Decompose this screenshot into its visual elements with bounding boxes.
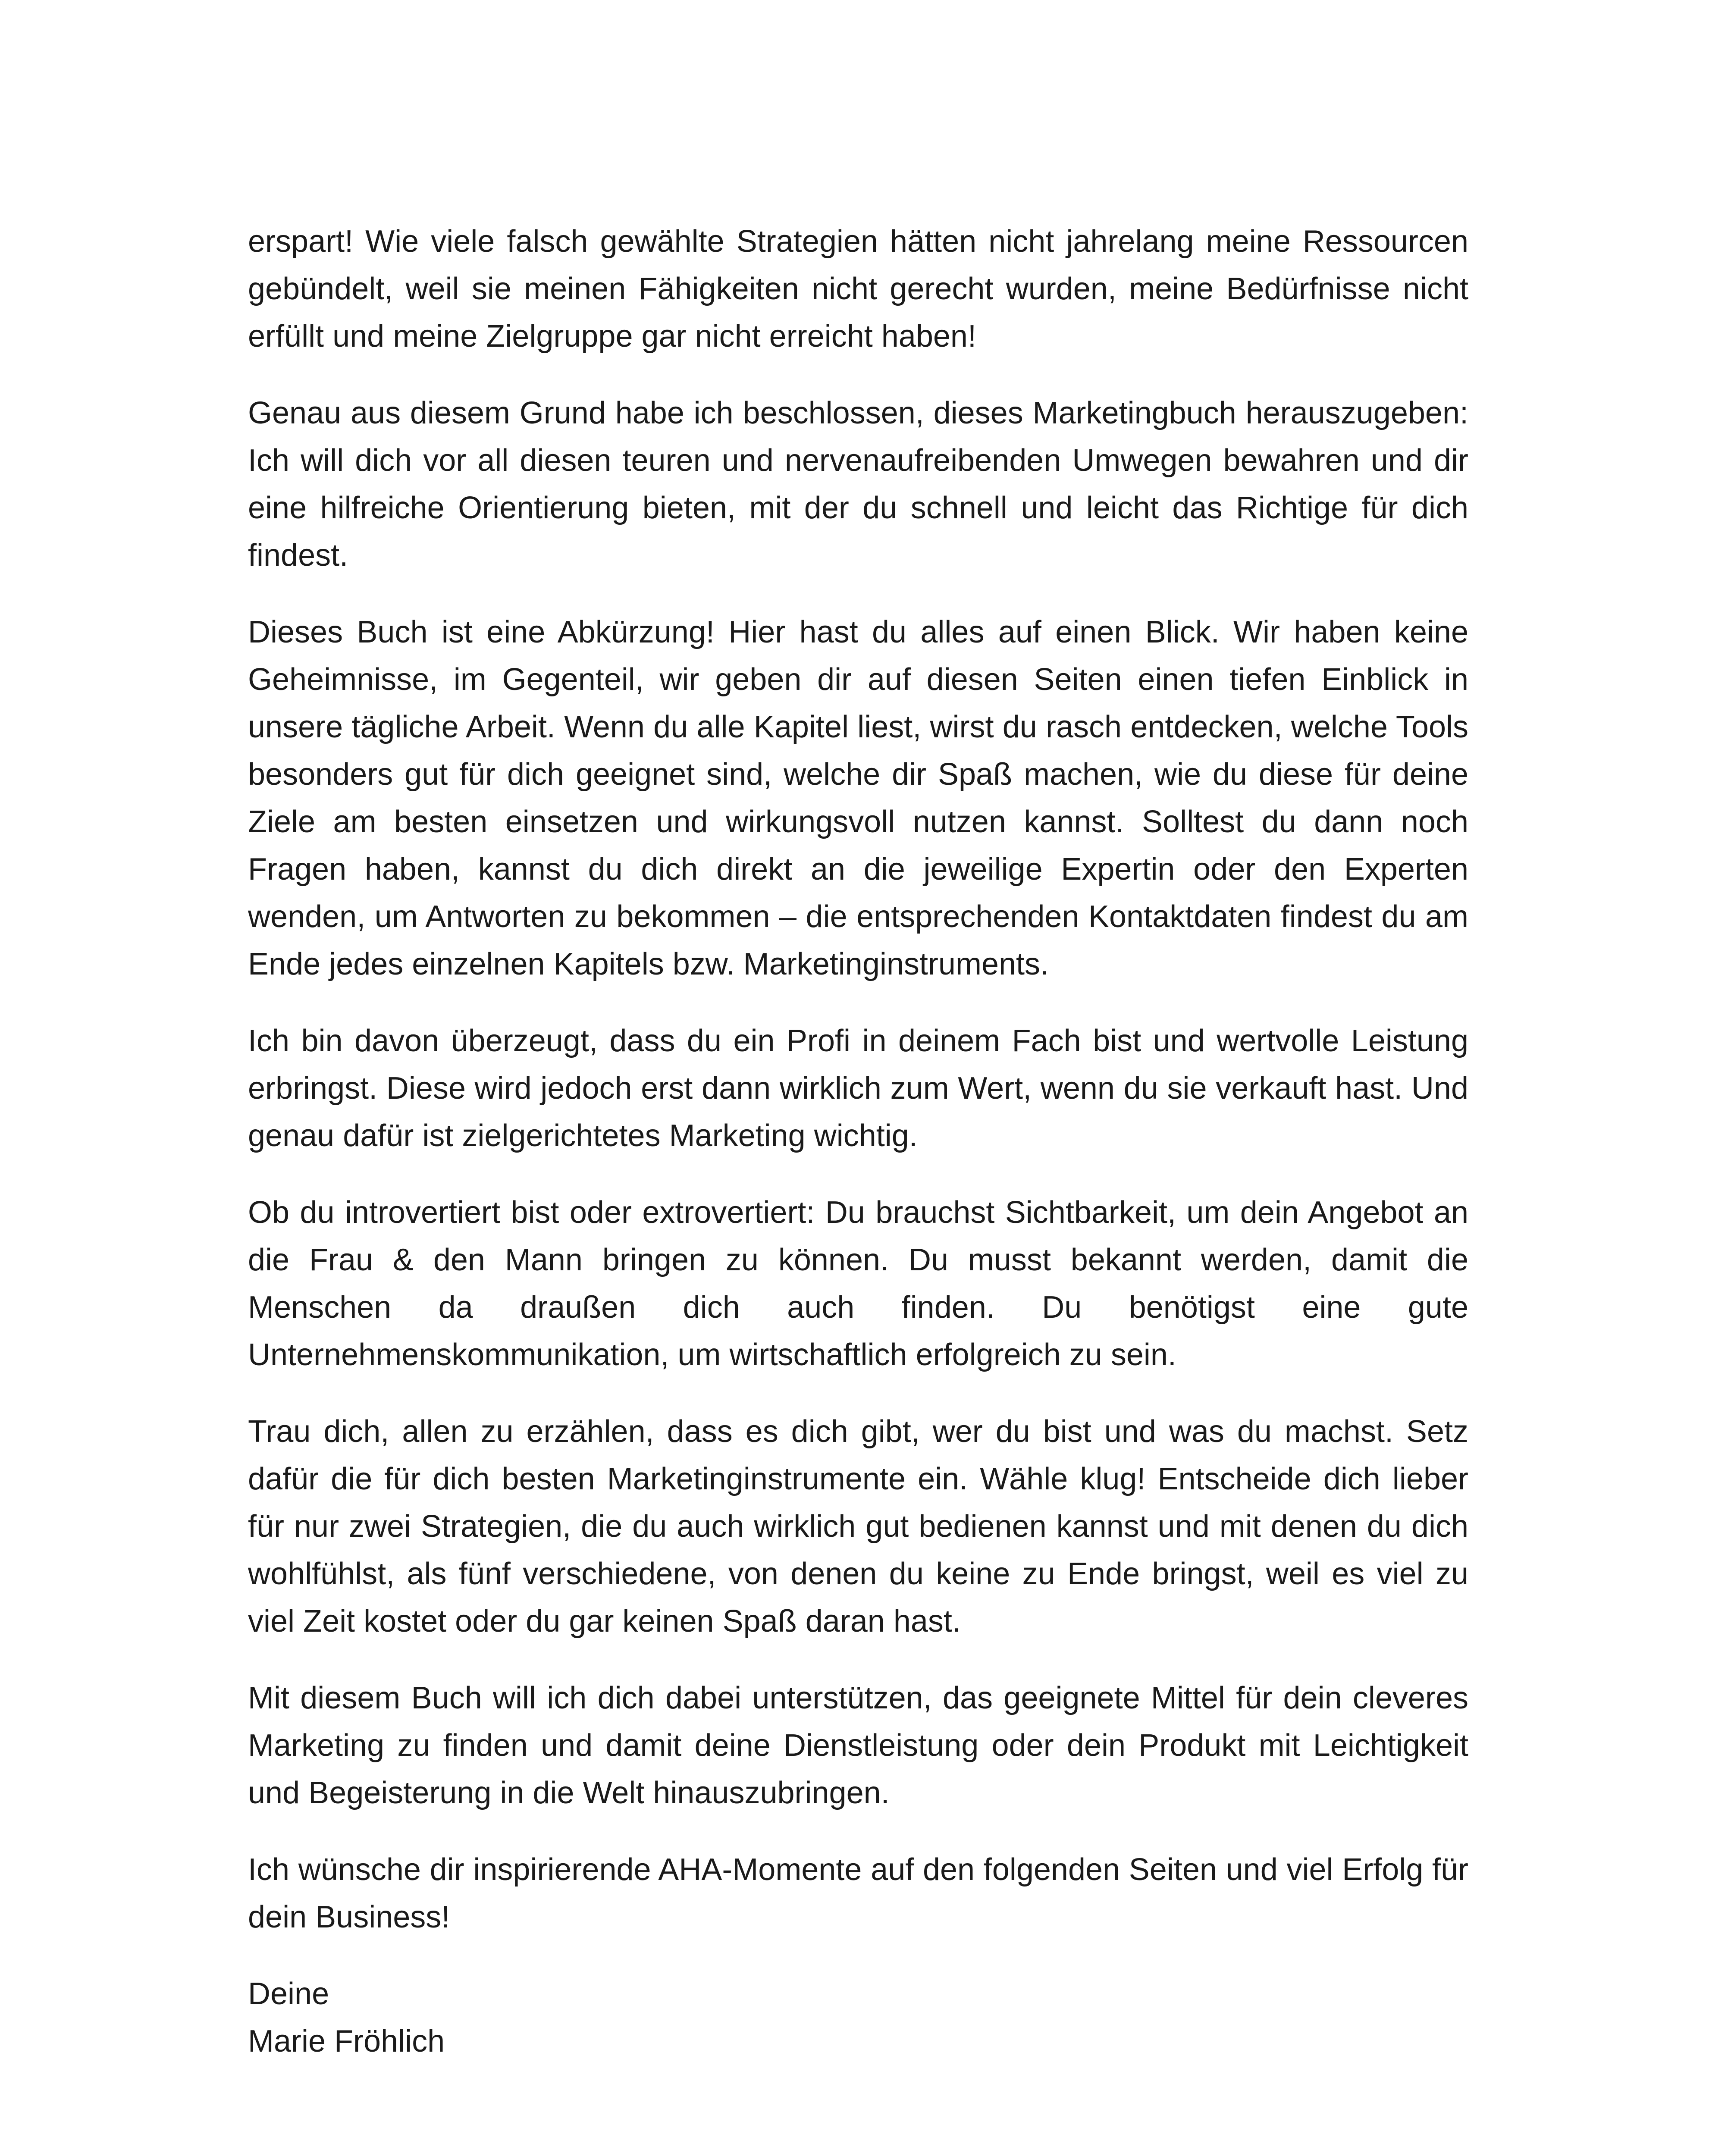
signature-closing: Deine xyxy=(248,1977,329,2011)
paragraph: Ob du introvertiert bist oder extrovertiert: Du brauchst Sichtbarkeit, um dein Angebot an die Frau & den Mann bringen zu können. Du musst bekannt werden, damit die Menschen da draußen dich auch finden. Du benötigst eine gute Unternehmenskommunikation, um wirtschaftlich erfolgreich zu sein. xyxy=(248,1195,1468,1372)
paragraph: Mit diesem Buch will ich dich dabei unterstützen, das geeignete Mittel für dein cleveres Marketing zu finden und damit deine Dienstleistung oder dein Produkt mit Leichtigkeit und Begeisterung in die Welt hinauszubringen. xyxy=(248,1681,1468,1810)
page-body xyxy=(248,218,1468,2065)
paragraph: Ich bin davon überzeugt, dass du ein Profi in deinem Fach bist und wertvolle Leistung erbringst. Diese wird jedoch erst dann wirklich zum Wert, wenn du sie verkauft hast. Und genau dafür ist zielgerichtetes Marketing wichtig. xyxy=(248,1024,1468,1153)
signature xyxy=(248,1970,1468,2065)
paragraph: Genau aus diesem Grund habe ich beschlossen, dieses Marketingbuch herauszugeben: Ich will dich vor all diesen teuren und nervenaufreibenden Umwegen bewahren und dir eine hilfreiche Orientierung bieten, mit der du schnell und leicht das Richtige für dich findest. xyxy=(248,396,1468,573)
paragraph: erspart! Wie viele falsch gewählte Strategien hätten nicht jahrelang meine Ressourcen gebündelt, weil sie meinen Fähigkeiten nicht gerecht wurden, meine Bedürfnisse nicht erfüllt und meine Zielgruppe gar nicht erreicht haben! xyxy=(248,224,1468,354)
paragraph: Ich wünsche dir inspirierende AHA-Momente auf den folgenden Seiten und viel Erfolg für dein Business! xyxy=(248,1852,1468,1934)
signature-name: Marie Fröhlich xyxy=(248,2024,445,2059)
paragraph: Trau dich, allen zu erzählen, dass es dich gibt, wer du bist und was du machst. Setz dafür die für dich besten Marketinginstrumente ein. Wähle klug! Entscheide dich lieber für nur zwei Strategien, die du auch wirklich gut bedienen kannst und mit denen du dich wohlfühlst, als fünf verschiedene, von denen du keine zu Ende bringst, weil es viel zu viel Zeit kostet oder du gar keinen Spaß daran hast. xyxy=(248,1414,1468,1639)
paragraph: Dieses Buch ist eine Abkürzung! Hier hast du alles auf einen Blick. Wir haben keine Geheimnisse, im Gegenteil, wir geben dir auf diesen Seiten einen tiefen Einblick in unsere tägliche Arbeit. Wenn du alle Kapitel liest, wirst du rasch entdecken, welche Tools besonders gut für dich geeignet sind, welche dir Spaß machen, wie du diese für deine Ziele am besten einsetzen und wirkungsvoll nutzen kannst. Solltest du dann noch Fragen haben, kannst du dich direkt an die jeweilige Expertin oder den Experten wenden, um Antworten zu bekommen – die entsprechenden Kontaktdaten findest du am Ende jedes einzelnen Kapitels bzw. Marketinginstruments. xyxy=(248,615,1468,981)
